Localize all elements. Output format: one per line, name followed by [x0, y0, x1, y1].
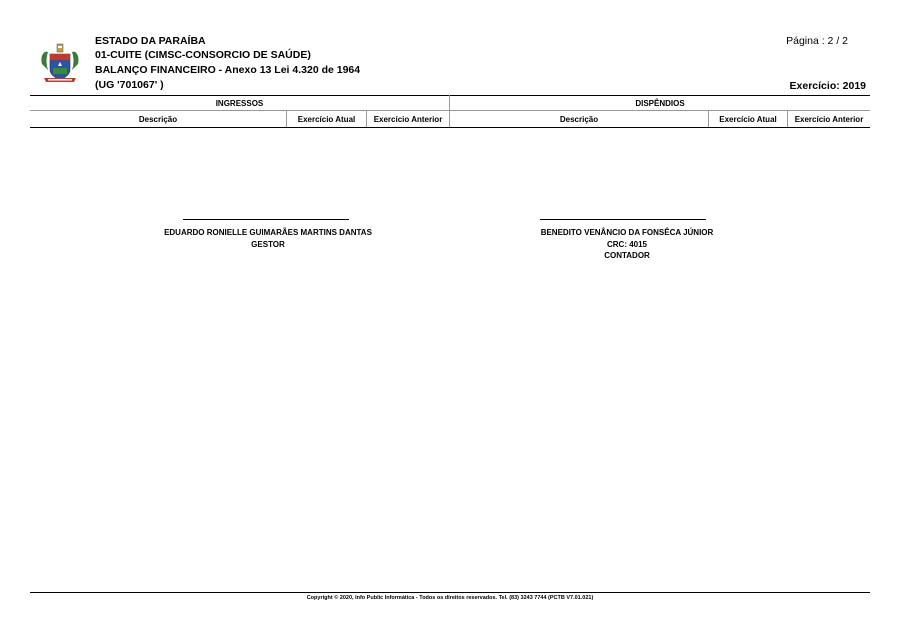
dispendios-col-atual: Exercício Atual [719, 115, 777, 124]
dispendios-col-descricao: Descrição [559, 115, 599, 124]
footer-rule [30, 592, 870, 593]
table-bottom-rule [30, 127, 870, 128]
table-top-rule [30, 95, 870, 96]
footer-copyright: Copyright © 2020, Info Public Informática - Todos os direitos reservados. Tel. (83) 3243 7744 (PCTB V7.01.021) [306, 595, 594, 601]
ingressos-col-descricao: Descrição [138, 115, 178, 124]
dispendios-header: DISPÊNDIOS [635, 99, 685, 108]
ingressos-header: INGRESSOS [215, 99, 264, 108]
entity-name: 01-CUITE (CIMSC-CONSORCIO DE SAÚDE) [95, 49, 311, 61]
gestor-name: EDUARDO RONIELLE GUIMARÃES MARTINS DANTAS [164, 228, 372, 237]
contador-crc: CRC: 4015 [606, 240, 647, 249]
state-name: ESTADO DA PARAÍBA [95, 35, 206, 47]
dispendios-col-anterior: Exercício Anterior [794, 115, 864, 124]
exercise-year: Exercício: 2019 [789, 80, 866, 92]
ingressos-col-atual: Exercício Atual [297, 115, 356, 124]
signature-line-left [183, 219, 349, 220]
ug-code: (UG '701067' ) [95, 79, 164, 91]
paraiba-coat-of-arms-icon [38, 42, 82, 84]
contador-role: CONTADOR [604, 251, 650, 260]
report-title: BALANÇO FINANCEIRO - Anexo 13 Lei 4.320 de 1964 [95, 64, 361, 76]
ingressos-col-anterior: Exercício Anterior [373, 115, 443, 124]
contador-name: BENEDITO VENÂNCIO DA FONSÊCA JÚNIOR [540, 228, 714, 237]
page-number: Página : 2 / 2 [786, 35, 848, 47]
signature-line-right [540, 219, 706, 220]
gestor-role: GESTOR [251, 240, 285, 249]
table-mid-rule [30, 110, 870, 111]
